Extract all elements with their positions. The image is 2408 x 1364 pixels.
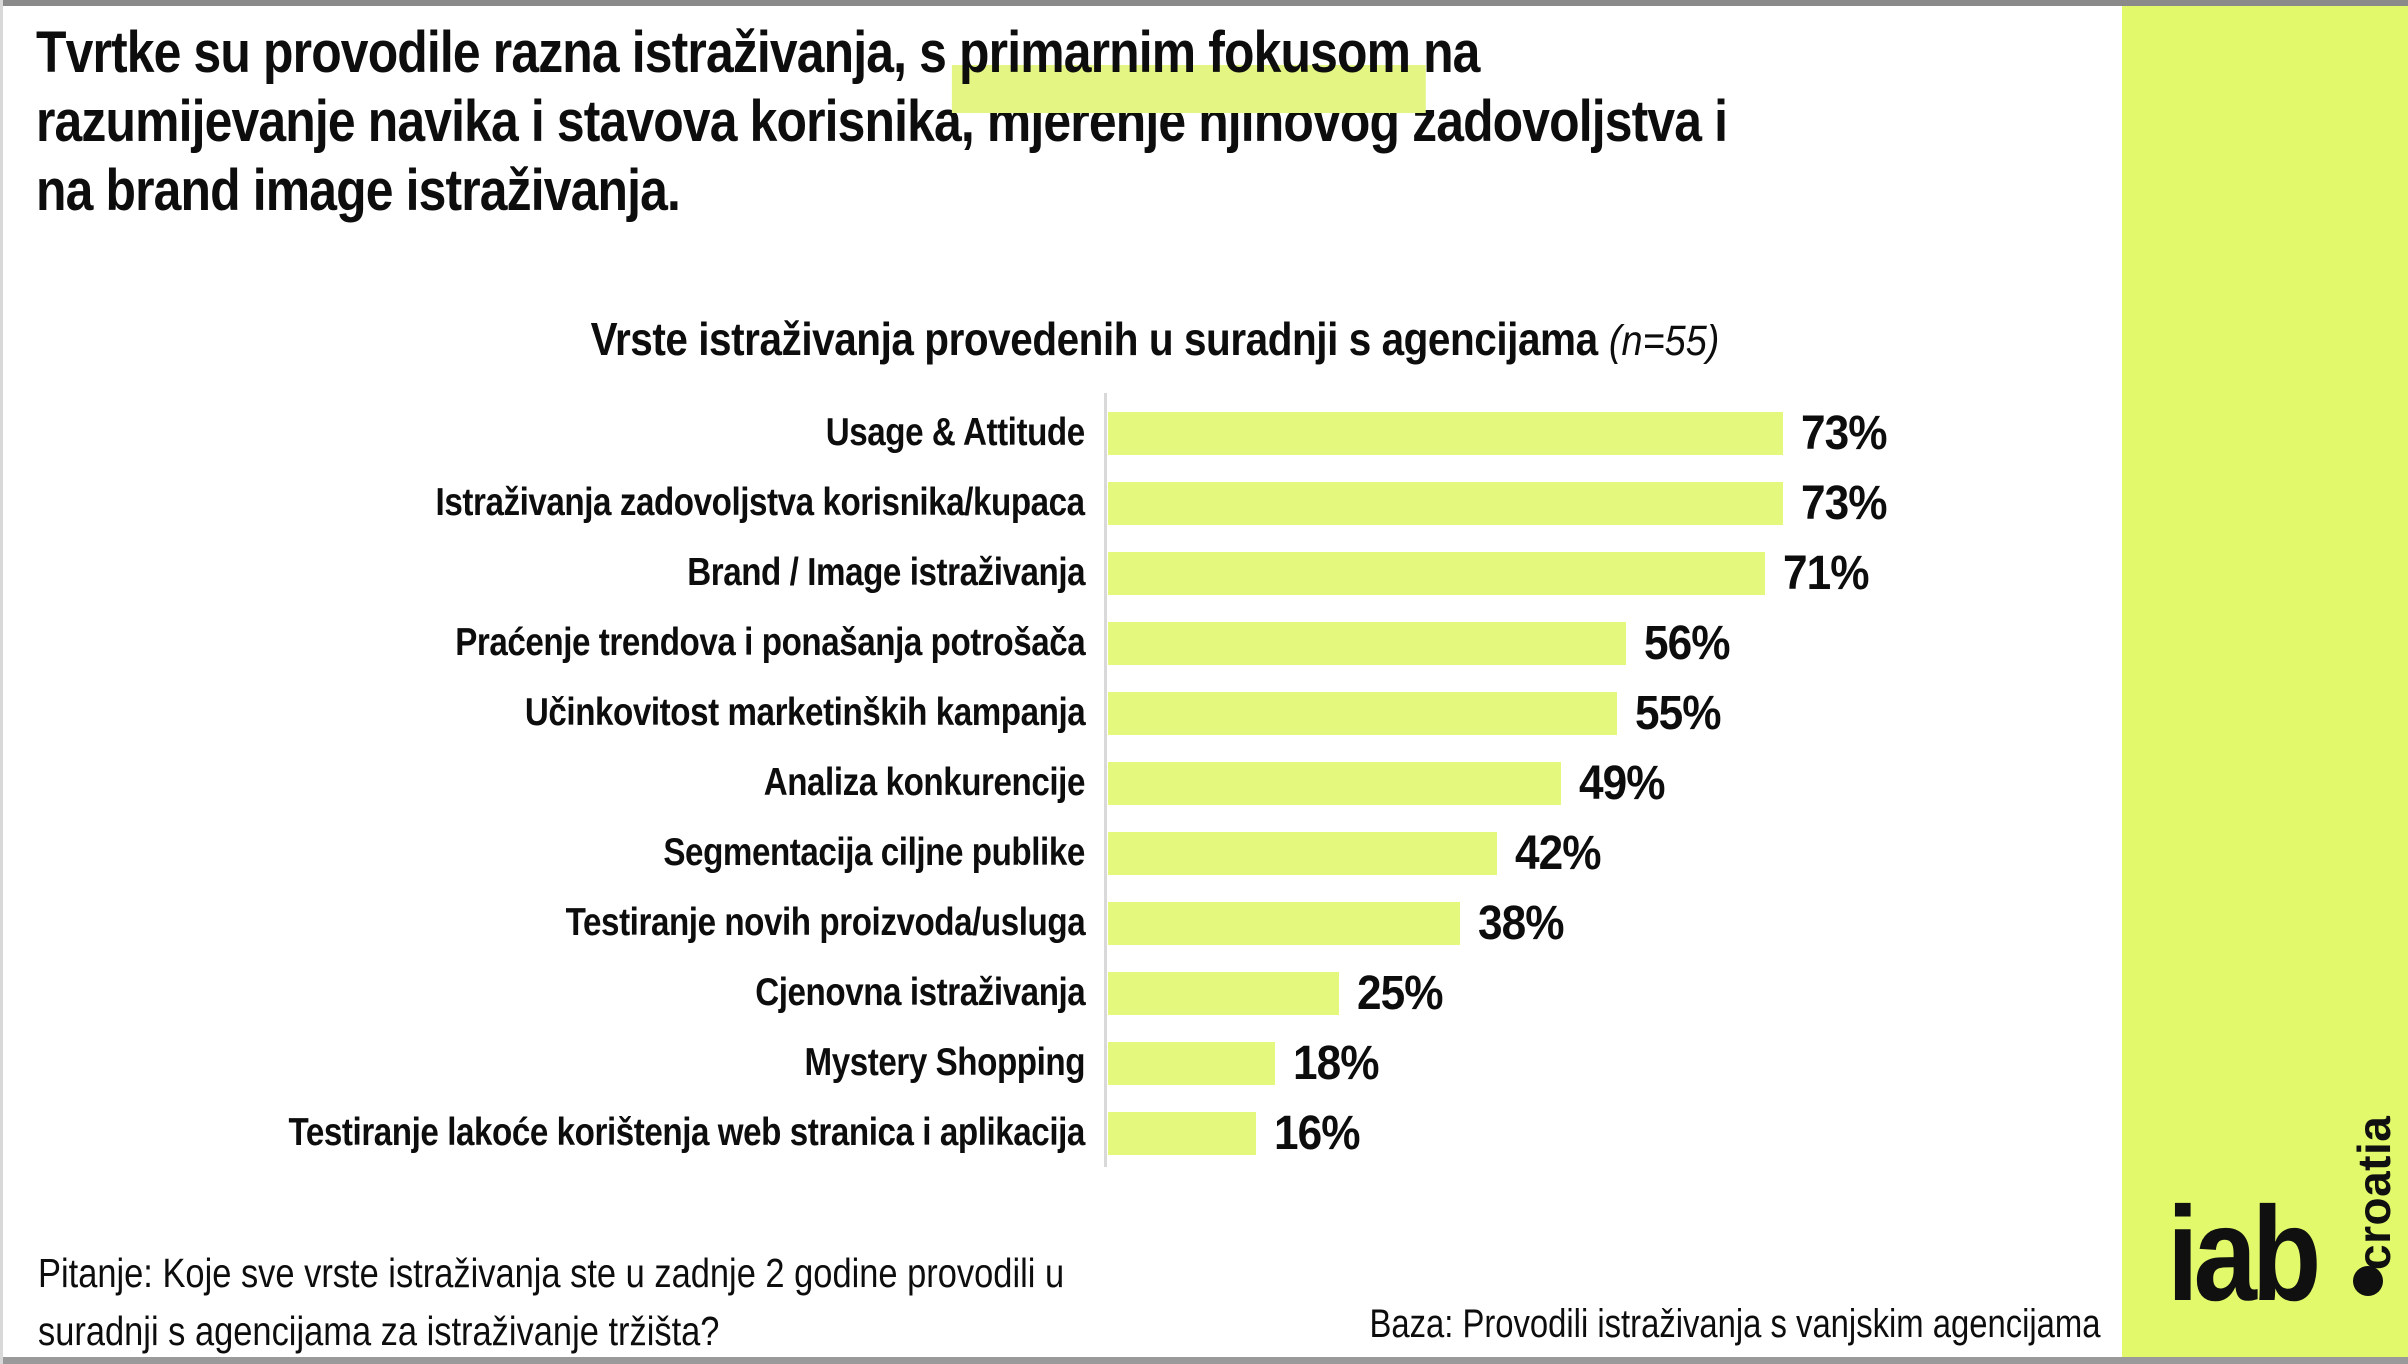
bar (1108, 622, 1626, 665)
bar-zone (1085, 818, 2096, 888)
chart-row (36, 398, 2096, 468)
bar-zone (1085, 748, 2096, 818)
top-border (0, 0, 2408, 6)
headline-line2: razumijevanje navika i stavova korisnika, mjerenje njihovog zadovoljstva i (36, 89, 1728, 154)
value-label: 16% (1274, 1106, 1360, 1160)
iab-logo-wordmark: iab (2167, 1180, 2317, 1329)
chart-row (36, 468, 2096, 538)
chart-row (36, 1098, 2096, 1168)
bar-zone (1085, 678, 2096, 748)
value-label: 55% (1635, 686, 1721, 740)
chart-row (36, 888, 2096, 958)
chart-row (36, 748, 2096, 818)
headline-line3: na brand image istraživanja. (36, 158, 680, 223)
iab-logo-dot (2353, 1266, 2383, 1296)
category-label (36, 761, 1085, 805)
bar (1108, 832, 1497, 875)
bar (1108, 762, 1561, 805)
chart-rows (36, 398, 2096, 1168)
chart-row (36, 958, 2096, 1028)
bottom-border (0, 1357, 2408, 1364)
category-label (36, 411, 1085, 455)
category-label-text: Testiranje novih proizvoda/usluga (565, 901, 1085, 944)
category-label-text: Cjenovna istraživanja (754, 971, 1085, 1014)
category-label-text: Usage & Attitude (825, 411, 1085, 454)
headline-line1-post: na (1410, 20, 1480, 85)
bar (1108, 692, 1617, 735)
iab-logo-region: croatia (2348, 1115, 2400, 1270)
footnote-base: Baza: Provodili istraživanja s vanjskim agencijama (1368, 1302, 2100, 1346)
footnote-question (38, 1244, 1064, 1360)
bar-zone (1085, 1098, 2096, 1168)
chart-row (36, 538, 2096, 608)
bar-zone (1085, 538, 2096, 608)
chart-row (36, 1028, 2096, 1098)
category-label-text: Analiza konkurencije (763, 761, 1085, 804)
value-label: 42% (1515, 826, 1601, 880)
chart-row (36, 818, 2096, 888)
category-label (36, 621, 1085, 665)
value-label: 49% (1579, 756, 1665, 810)
footnote-question-line1: Pitanje: Koje sve vrste istraživanja ste u zadnje 2 godine provodili u (38, 1250, 1065, 1296)
headline-line1-pre: Tvrtke su provodile razna istraživanja, s (36, 20, 960, 85)
bar (1108, 1042, 1275, 1085)
bar-zone (1085, 608, 2096, 678)
value-label: 73% (1801, 406, 1887, 460)
headline-highlight (959, 20, 1410, 85)
category-label (36, 551, 1085, 595)
category-label (36, 481, 1085, 525)
value-label: 71% (1783, 546, 1869, 600)
bar-zone (1085, 398, 2096, 468)
bar (1108, 972, 1339, 1015)
category-label-text: Testiranje lakoće korištenja web stranica i aplikacija (288, 1111, 1085, 1154)
category-label (36, 831, 1085, 875)
chart-sample-size: (n=55) (1608, 317, 1720, 365)
footnote-question-line2: suradnji s agencijama za istraživanje tržišta? (38, 1308, 720, 1354)
bar-zone (1085, 958, 2096, 1028)
bar-zone (1085, 888, 2096, 958)
value-label: 38% (1478, 896, 1564, 950)
left-border (0, 0, 3, 1364)
chart-row (36, 678, 2096, 748)
category-label (36, 901, 1085, 945)
bar (1108, 902, 1460, 945)
chart-title (482, 312, 1828, 366)
value-label: 73% (1801, 476, 1887, 530)
chart-title-text: Vrste istraživanja provedenih u suradnji s agencijama (590, 313, 1598, 365)
value-label: 18% (1293, 1036, 1379, 1090)
category-label-text: Istraživanja zadovoljstva korisnika/kupaca (435, 481, 1085, 524)
category-label-text: Učinkovitost marketinških kampanja (524, 691, 1085, 734)
category-label (36, 691, 1085, 735)
bar (1108, 552, 1765, 595)
category-label-text: Praćenje trendova i ponašanja potrošača (454, 621, 1085, 664)
category-label (36, 1111, 1085, 1155)
category-label-text: Segmentacija ciljne publike (663, 831, 1085, 874)
bar-zone (1085, 468, 2096, 538)
bar (1108, 1112, 1256, 1155)
category-label (36, 1041, 1085, 1085)
category-label-text: Brand / Image istraživanja (687, 551, 1085, 594)
category-label (36, 971, 1085, 1015)
headline (36, 18, 1727, 225)
bar (1108, 412, 1783, 455)
value-label: 25% (1357, 966, 1443, 1020)
category-label-text: Mystery Shopping (804, 1041, 1085, 1084)
value-label: 56% (1644, 616, 1730, 670)
chart-row (36, 608, 2096, 678)
bar (1108, 482, 1783, 525)
headline-highlight-text: primarnim fokusom (959, 20, 1411, 85)
bar-zone (1085, 1028, 2096, 1098)
